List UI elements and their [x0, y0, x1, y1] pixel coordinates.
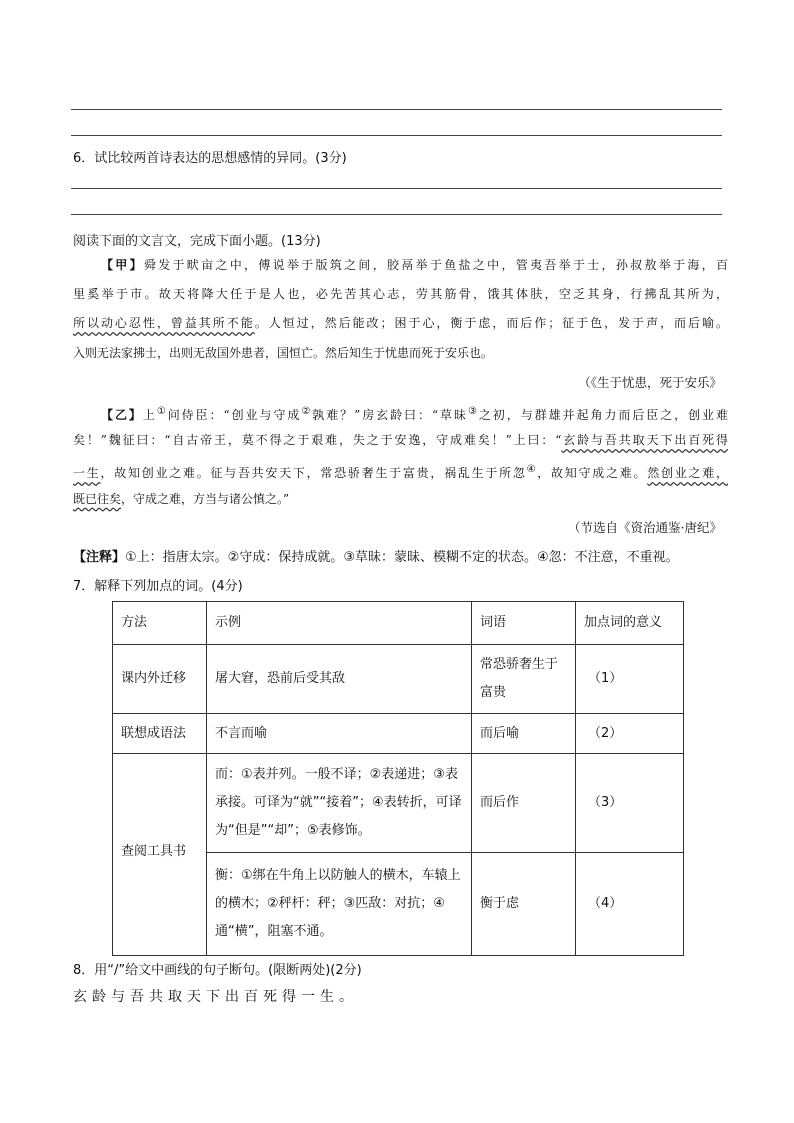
passage-tag: 【乙】 [101, 408, 143, 422]
punctuation-sentence[interactable]: 玄龄与吾共取天下出百死得一生。 [73, 989, 358, 1005]
underlined-sentence: 一生 [73, 466, 101, 481]
word-cell: 常恐骄奢生于富贵 [472, 645, 576, 714]
passage-yi-line: 一生，故知创业之难。征与吾共安天下，常恐骄奢生于富贵，祸乱生于所忽④，故知守成之难。然创业之难， [73, 464, 728, 481]
passage-yi-line: 既已往矣，守成之难，方当与诸公慎之。” [73, 491, 290, 506]
question-7: 7．解释下列加点的词。(4分) [73, 579, 243, 594]
table-header: 词语 [472, 602, 576, 645]
source-jia: （《生于忧患，死于安乐》 [578, 375, 722, 390]
underlined-sentence: 既已往矣 [73, 491, 122, 506]
underlined-sentence: 所以动心忍性，曾益其所不能 [73, 316, 255, 331]
answer-line[interactable] [71, 135, 722, 136]
example-cell: 屠大窘，恐前后受其敌 [207, 645, 472, 714]
table-header: 加点词的意义 [576, 602, 684, 645]
notes [73, 546, 679, 565]
table-header: 示例 [207, 602, 472, 645]
word-cell: 而后作 [472, 754, 576, 853]
method-cell: 课内外迁移 [113, 645, 207, 714]
answer-cell[interactable]: （4） [576, 853, 684, 956]
footnote-marker: ③ [467, 406, 479, 417]
table-header: 方法 [113, 602, 207, 645]
example-cell: 而：①表并列。一般不译；②表递进；③表承接。可译为“就”“接着”；④表转折，可译为“但是”“却”；⑤表修饰。 [207, 754, 472, 853]
answer-line[interactable] [71, 214, 722, 215]
answer-cell[interactable]: （1） [576, 645, 684, 714]
passage-jia-line: 【甲】舜发于畎亩之中，傅说举于版筑之间，胶鬲举于鱼盐之中，管夷吾举于士，孙叔敖举于海，百 [101, 258, 728, 272]
passage-jia-line: 里奚举于市。故天将降大任于是人也，必先苦其心志，劳其筋骨，饿其体肤，空乏其身，行拂乱其所为， [73, 287, 728, 302]
table-row [113, 754, 684, 853]
passage-tag: 【甲】 [101, 258, 144, 272]
notes-label: 【注释】 [73, 550, 126, 565]
question-6: 6．试比较两首诗表达的思想感情的异同。(3分) [73, 151, 347, 166]
example-cell: 衡：①绑在牛角上以防触人的横木，车辕上的横木；②秤杆：秤；③匹敌：对抗；④通“横”，阻塞不通。 [207, 853, 472, 956]
question-8: 8．用“/”给文中画线的句子断句。(限断两处)(2分) [73, 963, 362, 978]
passage-yi [73, 397, 728, 514]
table-header-row [113, 602, 684, 645]
word-cell: 衡于虑 [472, 853, 576, 956]
method-cell: 查阅工具书 [113, 754, 207, 956]
answer-cell[interactable]: （2） [576, 714, 684, 754]
underlined-sentence: 玄龄与吾共取天下出百死得 [561, 433, 728, 448]
answer-line[interactable] [71, 188, 722, 189]
footnote-marker: ② [301, 406, 313, 417]
word-cell: 而后喻 [472, 714, 576, 754]
underlined-sentence: 然创业之难， [647, 466, 728, 481]
source-yi: （节选自《资治通鉴·唐纪》 [568, 520, 722, 535]
passage-jia-line: 所以动心忍性，曾益其所不能。人恒过，然后能改；困于心，衡于虑，而后作；征于色，发于声，而后喻。 [73, 316, 728, 331]
table-row [113, 645, 684, 714]
notes-text: ①上：指唐太宗。②守成：保持成就。③草昧：蒙昧、模糊不定的状态。④忽：不注意，不重视。 [125, 550, 679, 565]
passage-jia-line: 入则无法家拂士，出则无敌国外患者，国恒亡。然后知生于忧患而死于安乐也。 [73, 345, 494, 360]
footnote-marker: ① [156, 406, 168, 417]
answer-cell[interactable]: （3） [576, 754, 684, 853]
vocab-table [112, 601, 684, 956]
method-cell: 联想成语法 [113, 714, 207, 754]
example-cell: 不言而喻 [207, 714, 472, 754]
passage-yi-line: 矣！”魏征曰：“自古帝王，莫不得之于艰难，失之于安逸，守成难矣！”上曰：“玄龄与吾共取天下出百死得 [73, 433, 728, 448]
footnote-marker: ④ [526, 464, 538, 476]
reading-intro: 阅读下面的文言文，完成下面小题。(13分) [73, 234, 321, 249]
passage-jia [73, 251, 728, 368]
answer-line[interactable] [71, 109, 722, 110]
passage-yi-line: 【乙】上①问侍臣：“创业与守成②孰难？”房玄龄曰：“草昧③之初，与群雄并起角力而后臣之，创业难 [101, 406, 728, 422]
table-row [113, 714, 684, 754]
